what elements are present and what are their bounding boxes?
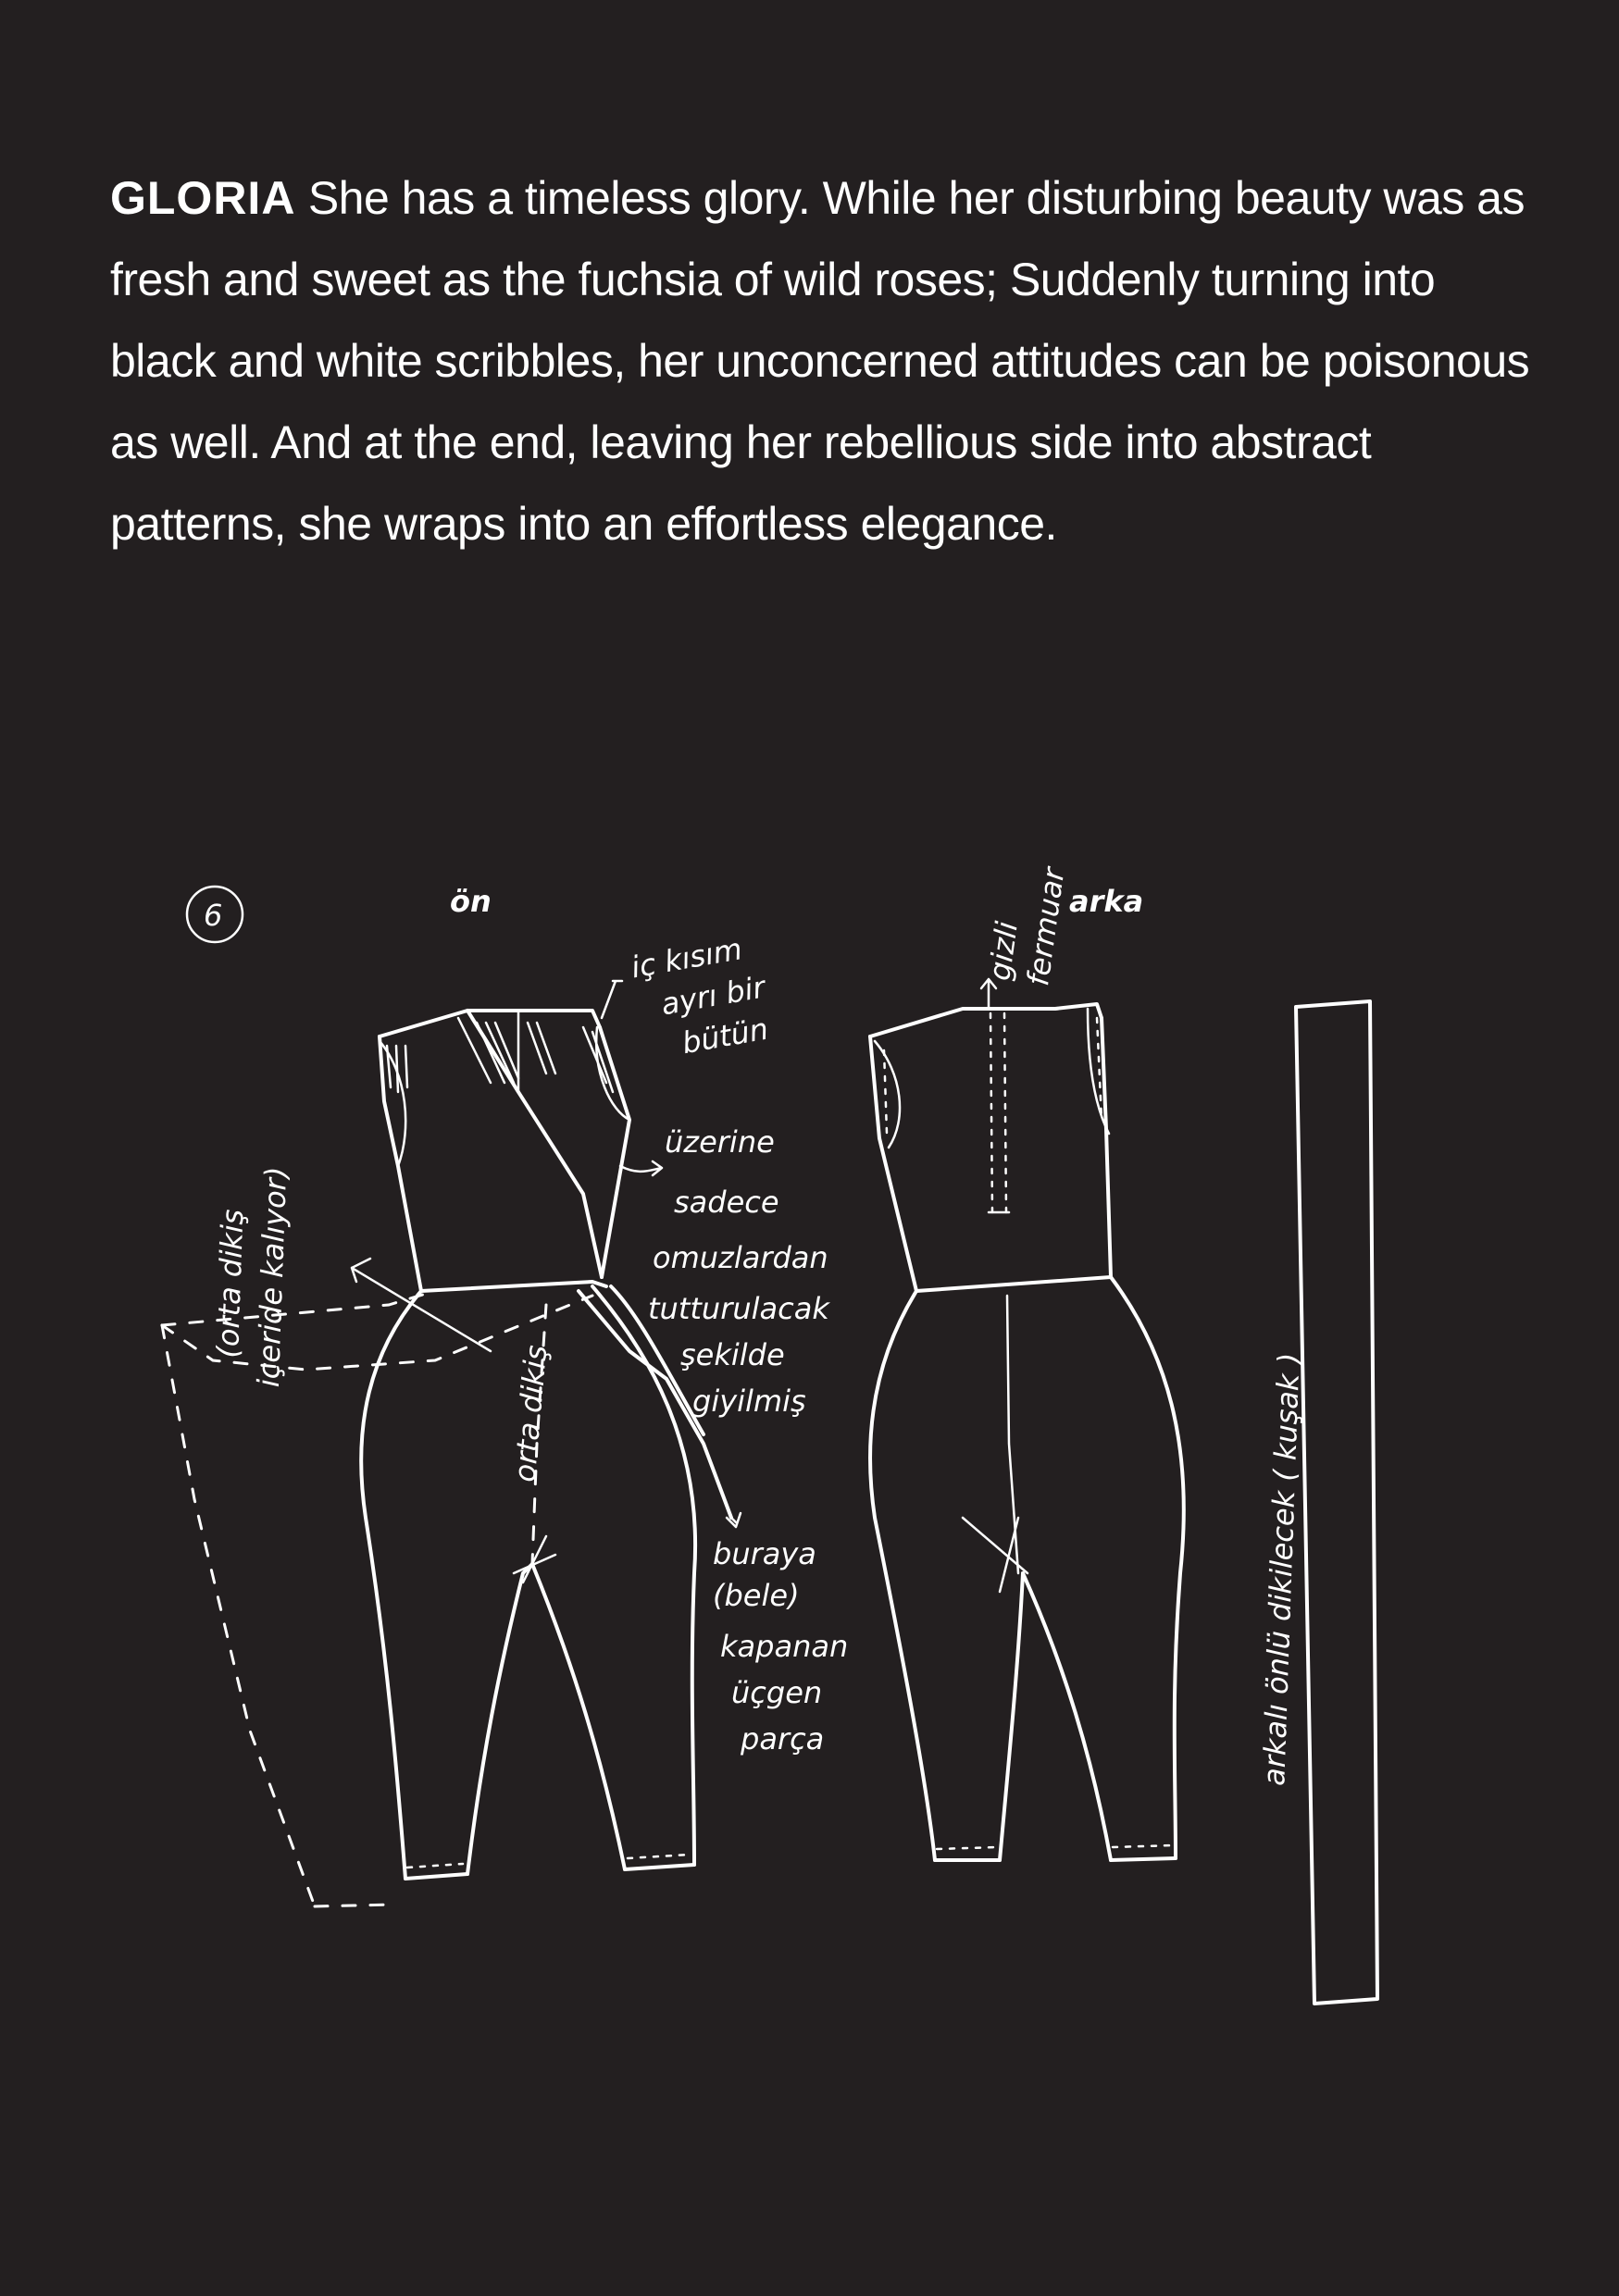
svg-text:üçgen: üçgen bbox=[731, 1675, 823, 1710]
intro-text: She has a timeless glory. While her disturbing beauty was as fresh and sweet as the fuchsia of wild roses; Suddenly turning into black and white scribbles, her unconcerned attitudes can be poisonous as well. And at the end, leaving her rebellious side into abstract patterns, she wraps into an effortless elegance. bbox=[110, 172, 1530, 550]
svg-text:fermuar: fermuar bbox=[1020, 865, 1072, 988]
note-zipper bbox=[981, 859, 1071, 988]
arrow-wrap bbox=[620, 1161, 662, 1175]
belt-drawing bbox=[1296, 1001, 1377, 2004]
sketch-number-text: 6 bbox=[204, 898, 223, 933]
note-wrap bbox=[648, 1124, 830, 1419]
svg-text:(bele): (bele) bbox=[713, 1578, 800, 1613]
note-center-seam-side bbox=[209, 1164, 293, 1387]
svg-text:omuzlardan: omuzlardan bbox=[653, 1240, 828, 1275]
back-jumpsuit-drawing bbox=[870, 979, 1184, 1860]
svg-text:bütün: bütün bbox=[679, 1011, 771, 1061]
front-label: ön bbox=[450, 884, 492, 919]
note-center-seam bbox=[507, 1344, 554, 1483]
svg-text:şekilde: şekilde bbox=[680, 1337, 785, 1372]
note-triangle bbox=[713, 1536, 848, 1756]
svg-text:(orta dikiş: (orta dikiş bbox=[209, 1209, 251, 1359]
svg-text:buraya: buraya bbox=[713, 1536, 816, 1571]
svg-text:üzerine: üzerine bbox=[665, 1124, 775, 1160]
note-inner-part bbox=[629, 928, 777, 1067]
svg-text:giyilmiş: giyilmiş bbox=[692, 1384, 806, 1419]
svg-text:arkalı önlü dikilecek ( kuşak: arkalı önlü dikilecek ( kuşak ) bbox=[1256, 1352, 1307, 1787]
sketch-number bbox=[187, 887, 243, 942]
svg-text:tutturulacak: tutturulacak bbox=[648, 1291, 829, 1326]
svg-text:gizli: gizli bbox=[981, 919, 1025, 983]
svg-text:orta dikiş: orta dikiş bbox=[506, 1343, 554, 1483]
arrow-inner-part bbox=[602, 981, 622, 1018]
collection-name: GLORIA bbox=[110, 172, 296, 224]
back-label: arka bbox=[1069, 884, 1144, 919]
svg-text:içeride kalıyor): içeride kalıyor) bbox=[250, 1166, 294, 1388]
svg-text:ayrı bir: ayrı bir bbox=[658, 969, 768, 1023]
note-belt bbox=[1256, 1352, 1306, 1786]
svg-text:sadece: sadece bbox=[674, 1185, 779, 1220]
svg-text:parça: parça bbox=[741, 1721, 825, 1756]
svg-text:iç kısım: iç kısım bbox=[628, 931, 745, 986]
svg-text:kapanan: kapanan bbox=[720, 1629, 849, 1664]
